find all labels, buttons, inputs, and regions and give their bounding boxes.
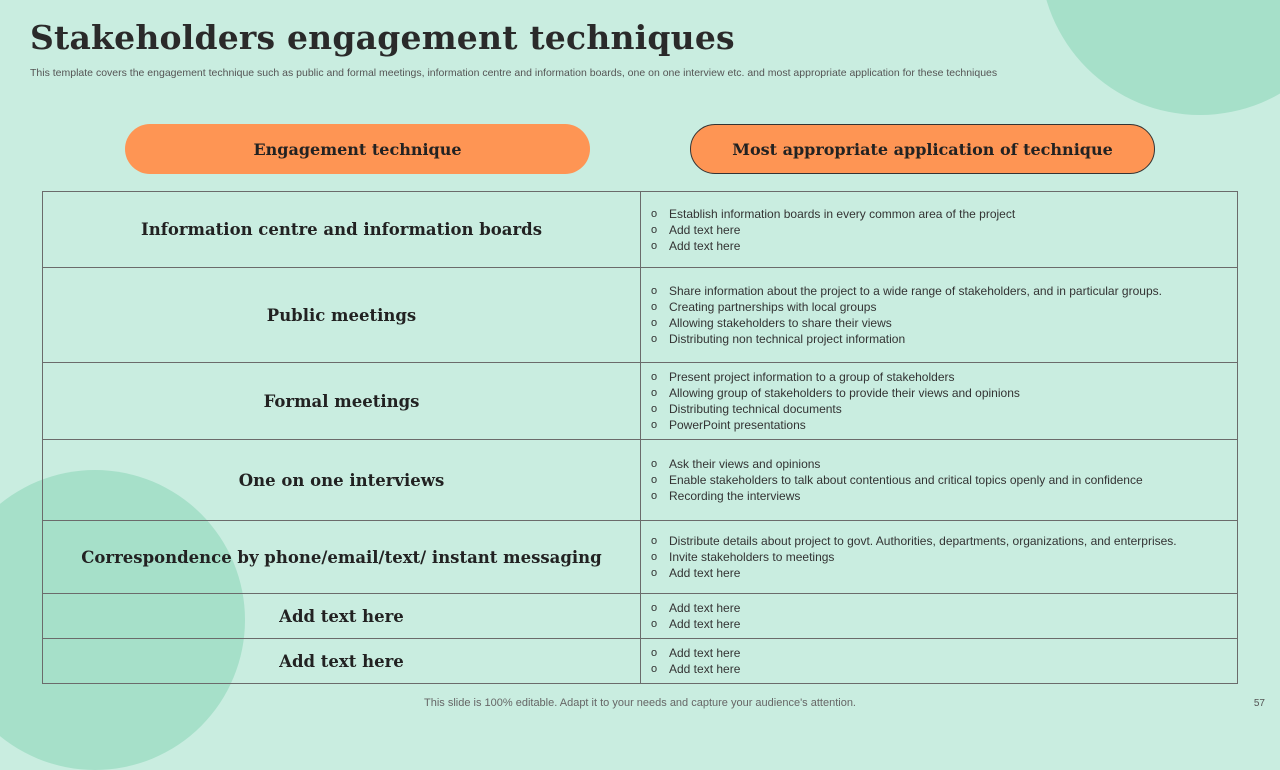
list-item: o PowerPoint presentations [651,417,1217,433]
application-list [651,283,1217,347]
application-cell [641,268,1238,363]
technique-cell: Public meetings [43,268,641,363]
application-list [651,533,1217,581]
technique-cell: Formal meetings [43,363,641,440]
engagement-table [42,191,1238,684]
list-item: o Add text here [651,661,1217,677]
list-item: o Allowing group of stakeholders to provide their views and opinions [651,385,1217,401]
list-item: o Distributing non technical project information [651,331,1217,347]
table-row [43,363,1238,440]
list-item: o Add text here [651,645,1217,661]
table-row [43,521,1238,594]
technique-cell: Add text here [43,639,641,684]
list-item: o Distributing technical documents [651,401,1217,417]
list-item: o Add text here [651,238,1217,254]
table-row [43,639,1238,684]
application-list [651,206,1217,254]
technique-cell: One on one interviews [43,440,641,521]
technique-column-header: Engagement technique [125,124,590,174]
list-item: o Add text here [651,222,1217,238]
application-cell [641,440,1238,521]
application-cell [641,521,1238,594]
application-cell [641,639,1238,684]
decorative-circle-top-right [1040,0,1280,115]
list-item: o Establish information boards in every common area of the project [651,206,1217,222]
list-item: o Share information about the project to a wide range of stakeholders, and in particular groups. [651,283,1217,299]
list-item: o Add text here [651,616,1217,632]
list-item: o Ask their views and opinions [651,456,1217,472]
list-item: o Creating partnerships with local groups [651,299,1217,315]
application-column-header: Most appropriate application of technique [690,124,1155,174]
page-number: 57 [1253,698,1265,709]
application-cell [641,594,1238,639]
list-item: o Enable stakeholders to talk about contentious and critical topics openly and in confidence [651,472,1217,488]
table-row [43,440,1238,521]
list-item: o Recording the interviews [651,488,1217,504]
list-item: o Add text here [651,600,1217,616]
table-row [43,268,1238,363]
page-title: Stakeholders engagement techniques [30,18,735,57]
table-row [43,192,1238,268]
technique-cell: Information centre and information boards [43,192,641,268]
application-list [651,600,1217,632]
technique-cell: Add text here [43,594,641,639]
list-item: o Present project information to a group of stakeholders [651,369,1217,385]
application-cell [641,363,1238,440]
list-item: o Invite stakeholders to meetings [651,549,1217,565]
application-list [651,456,1217,504]
page-subtitle: This template covers the engagement technique such as public and formal meetings, information centre and information boards, one on one interview etc. and most appropriate application for these techniques [30,67,998,79]
application-cell [641,192,1238,268]
application-list [651,369,1217,433]
list-item: o Distribute details about project to govt. Authorities, departments, organizations, and enterprises. [651,533,1217,549]
list-item: o Add text here [651,565,1217,581]
list-item: o Allowing stakeholders to share their views [651,315,1217,331]
technique-cell: Correspondence by phone/email/text/ instant messaging [43,521,641,594]
footer-note: This slide is 100% editable. Adapt it to your needs and capture your audience's attention. [424,697,856,709]
table-row [43,594,1238,639]
application-list [651,645,1217,677]
